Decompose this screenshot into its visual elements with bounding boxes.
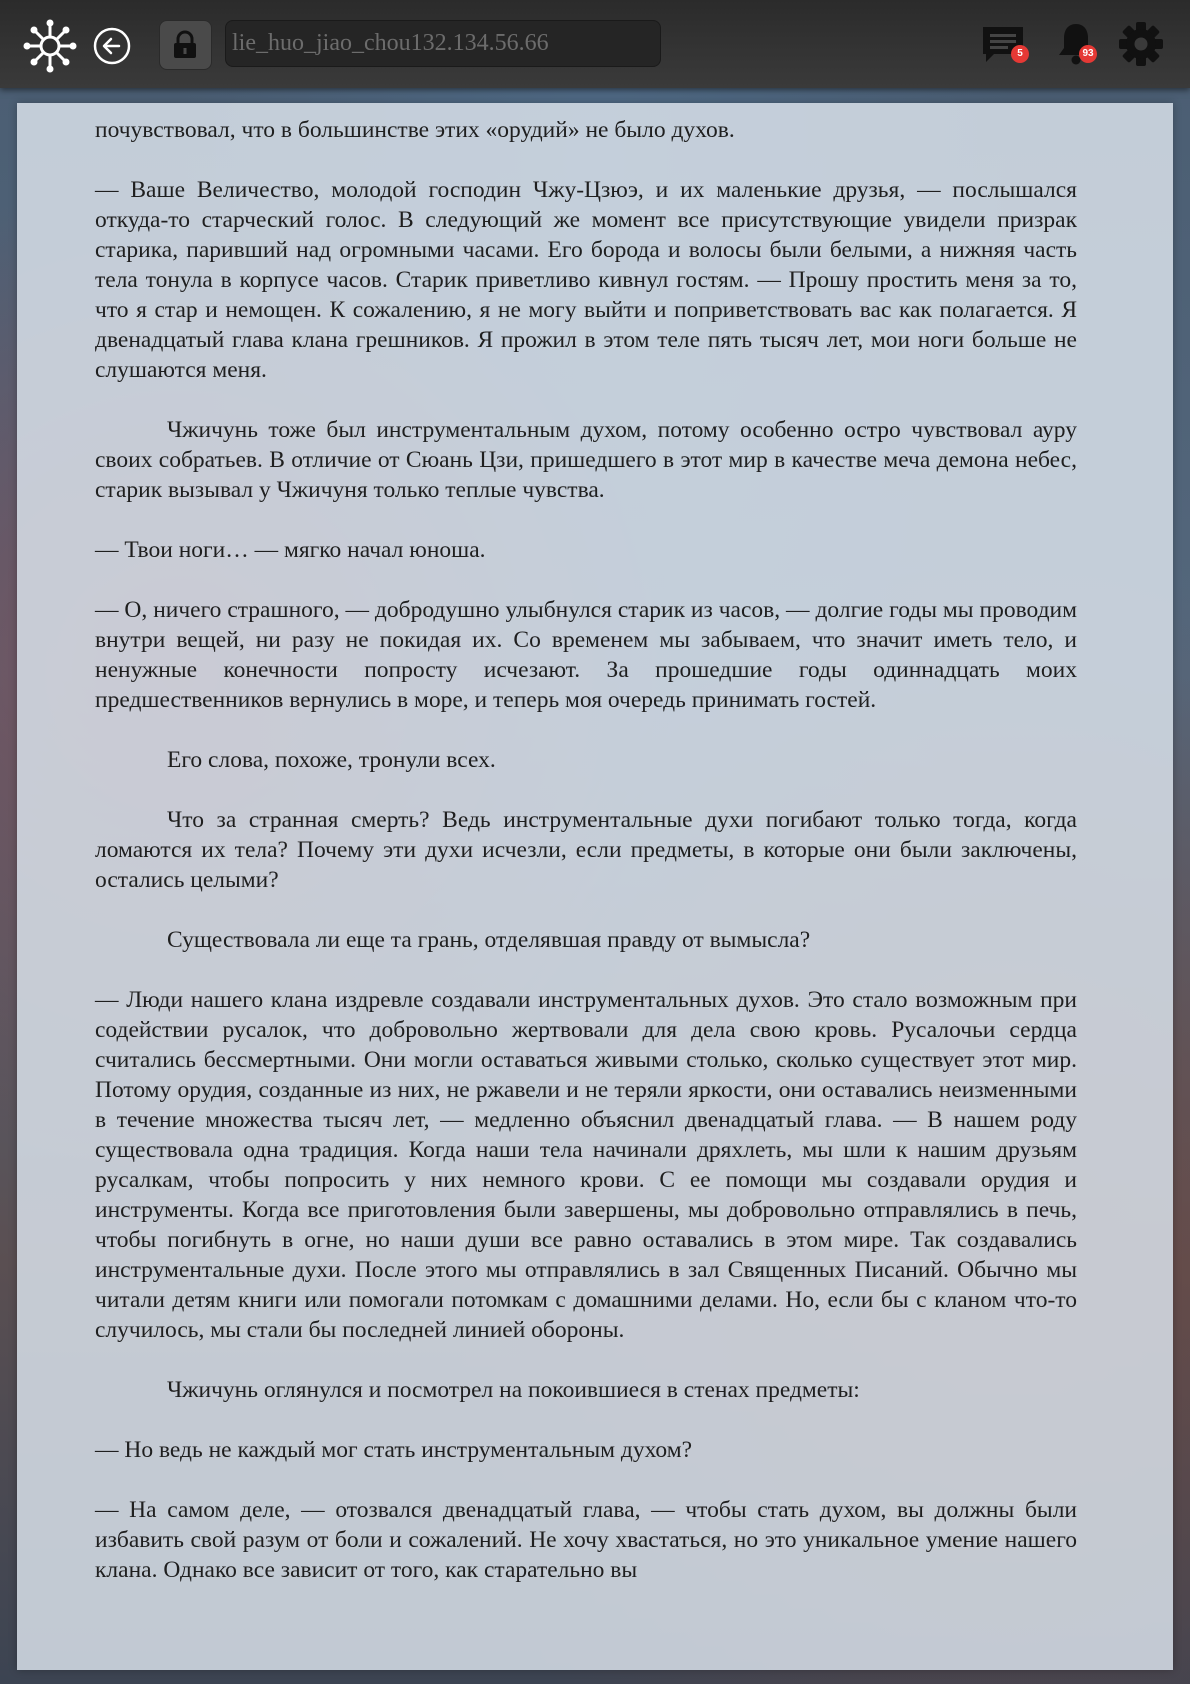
- top-toolbar: [0, 0, 1190, 88]
- reader-panel[interactable]: [17, 103, 1173, 1670]
- paragraph: Чжичунь тоже был инструментальным духом, потому особенно остро чувствовал ауру своих собратьев. В отличие от Сюань Цзи, пришедшего в этот мир в качестве меча демона небес, старик вызывал у Чжичуня только теплые чувства.: [95, 417, 1077, 503]
- gear-icon[interactable]: [1118, 21, 1164, 67]
- paragraph: — Твои ноги… — мягко начал юноша.: [95, 537, 486, 563]
- back-arrow-icon[interactable]: [92, 26, 132, 66]
- lock-icon: [171, 30, 199, 60]
- messages-count-badge: 5: [1011, 45, 1029, 63]
- reader-text: [95, 115, 1077, 1615]
- lock-button[interactable]: [159, 20, 212, 70]
- paragraph: — На самом деле, — отозвался двенадцатый глава, — чтобы стать духом, вы должны были избавить свой разум от боли и сожалений. Не хочу хвастаться, но это уникальное умение нашего клана. Однако все зависит от того, как старательно вы: [95, 1497, 1077, 1583]
- network-logo-icon[interactable]: [22, 18, 78, 74]
- paragraph: — Но ведь не каждый мог стать инструментальным духом?: [95, 1437, 693, 1463]
- paragraph: Существовала ли еще та грань, отделявшая правду от вымысла?: [167, 927, 811, 953]
- address-field[interactable]: [225, 20, 661, 67]
- paragraph: Что за странная смерть? Ведь инструментальные духи погибают только тогда, когда ломаются их тела? Почему эти духи исчезли, если предметы, в которые они были заключены, остались целыми?: [95, 807, 1077, 893]
- notifications-count-badge: 93: [1079, 45, 1097, 63]
- paragraph: — Люди нашего клана издревле создавали инструментальных духов. Это стало возможным при содействии русалок, что добровольно жертвовали для дела свою кровь. Русалочьи сердца считались бессмертными. Они могли оставаться живыми столько, сколько существует этот мир. Потому орудия, созданные из них, не ржавели и не теряли яркости, они оставались неизменными в течение множества тысяч лет, — медленно объяснил двенадцатый глава. — В нашем роду существовала одна традиция. Когда наши тела начинали дряхлеть, мы шли к нашим друзьям русалкам, чтобы попросить у них немного крови. С ее помощи мы создавали орудия и инструменты. Когда все приготовления были завершены, мы добровольно отправлялись в печь, чтобы погибнуть в огне, но наши души все равно оставались в этом мире. Так создавались инструментальные духи. После этого мы отправлялись в зал Священных Писаний. Обычно мы читали детям книги или помогали потомкам с домашними делами. Но, если бы с кланом что-то случилось, мы стали бы последней линией обороны.: [95, 987, 1077, 1343]
- paragraph: Его слова, похоже, тронули всех.: [167, 747, 496, 773]
- paragraph: — О, ничего страшного, — добродушно улыбнулся старик из часов, — долгие годы мы проводим внутри вещей, ни разу не покидая их. Со временем мы забываем, что значит иметь тело, и ненужные конечности попросту исчезают. За прошедшие годы одиннадцать моих предшественников вернулись в море, и теперь моя очередь принимать гостей.: [95, 597, 1077, 713]
- paragraph: почувствовал, что в большинстве этих «орудий» не было духов.: [95, 117, 735, 143]
- paragraph: — Ваше Величество, молодой господин Чжу-Цзюэ, и их маленькие друзья, — послышался откуда-то старческий голос. В следующий же момент все присутствующие увидели призрак старика, паривший над огромными часами. Его борода и волосы были белыми, а нижняя часть тела тонула в корпусе часов. Старик приветливо кивнул гостям. — Прошу простить меня за то, что я стар и немощен. К сожалению, я не могу выйти и поприветствовать вас как полагается. Я двенадцатый глава клана грешников. Я прожил в этом теле пять тысяч лет, мои ноги больше не слушаются меня.: [95, 177, 1077, 383]
- address-input[interactable]: [232, 21, 654, 66]
- paragraph: Чжичунь оглянулся и посмотрел на покоившиеся в стенах предметы:: [167, 1377, 860, 1403]
